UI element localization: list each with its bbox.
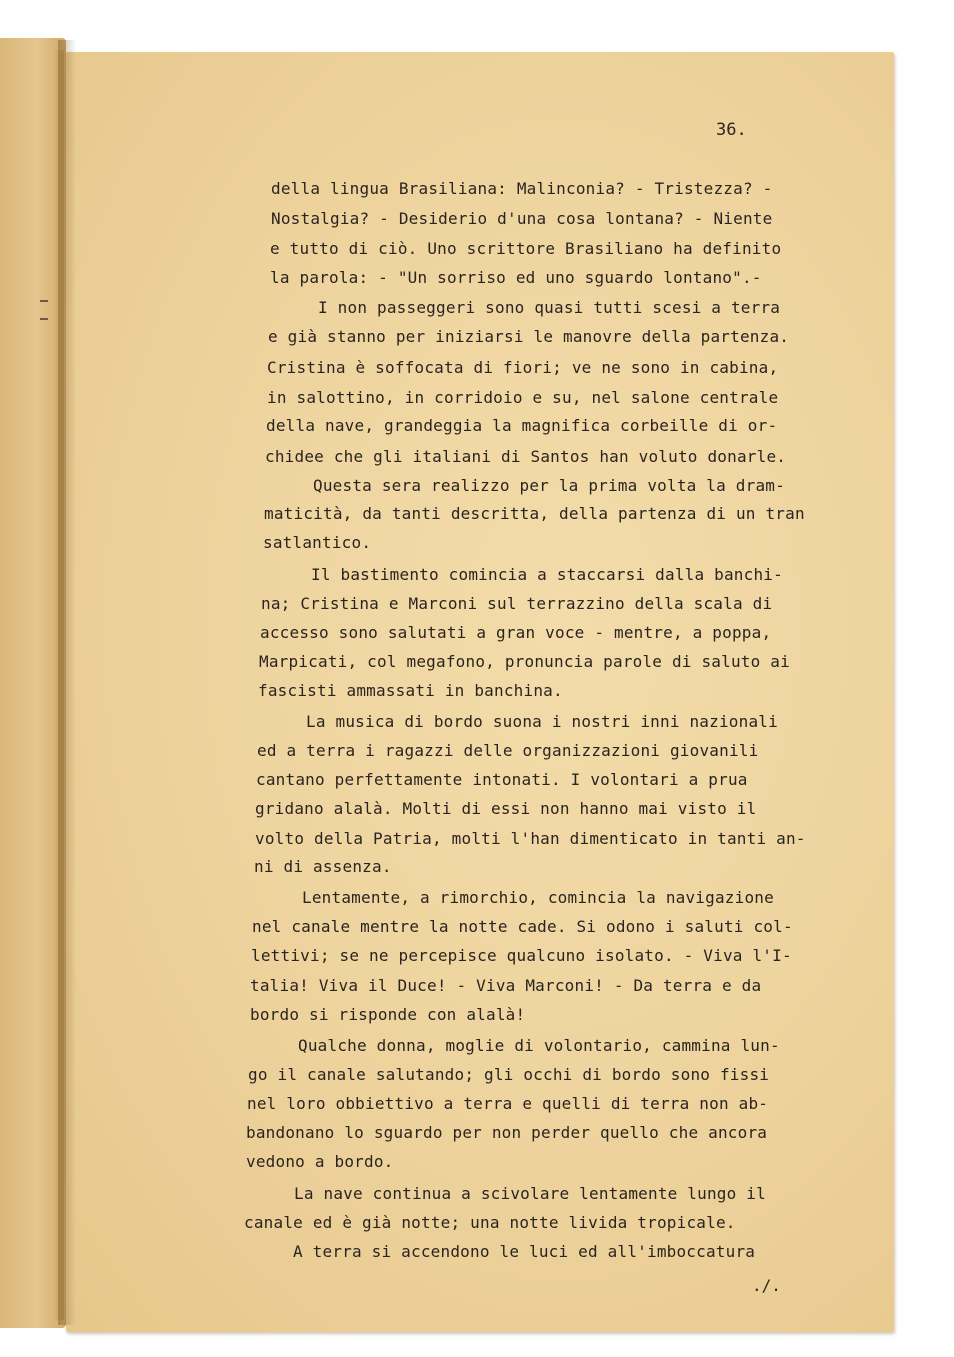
- text-line: Il bastimento comincia a staccarsi dalla banchi-: [311, 565, 783, 584]
- text-line: nel loro obbiettivo a terra e quelli di terra non ab-: [247, 1094, 769, 1113]
- text-line: A terra si accendono le luci ed all'imboccatura: [293, 1242, 756, 1261]
- text-line: go il canale salutando; gli occhi di bordo sono fissi: [248, 1065, 770, 1084]
- text-line: Nostalgia? - Desiderio d'una cosa lontana? - Niente: [271, 209, 773, 228]
- text-line: talia! Viva il Duce! - Viva Marconi! - Da terra e da: [250, 976, 762, 995]
- text-line: volto della Patria, molti l'han dimenticato in tanti an-: [255, 829, 806, 848]
- text-line: La nave continua a scivolare lentamente lungo il: [294, 1184, 766, 1203]
- text-line: e già stanno per iniziarsi le manovre della partenza.: [268, 327, 790, 346]
- text-line: fascisti ammassati in banchina.: [258, 681, 563, 700]
- text-line: maticità, da tanti descritta, della partenza di un tran: [264, 504, 805, 523]
- text-line: nel canale mentre la notte cade. Si odono i saluti col-: [252, 917, 793, 936]
- text-line: bandonano lo sguardo per non perder quello che ancora: [246, 1123, 768, 1142]
- text-line: vedono a bordo.: [246, 1152, 394, 1171]
- text-line: La musica di bordo suona i nostri inni nazionali: [306, 712, 778, 731]
- text-line: ni di assenza.: [254, 857, 392, 876]
- text-line: I non passeggeri sono quasi tutti scesi a terra: [318, 298, 781, 317]
- text-line: ed a terra i ragazzi delle organizzazioni giovanili: [257, 741, 759, 760]
- text-line: e tutto di ciò. Uno scrittore Brasiliano ha definito: [270, 239, 782, 258]
- text-line: Cristina è soffocata di fiori; ve ne sono in cabina,: [267, 358, 779, 377]
- text-line: della lingua Brasiliana: Malinconia? - Tristezza? -: [271, 179, 773, 198]
- text-line: accesso sono salutati a gran voce - mentre, a poppa,: [260, 623, 772, 642]
- text-line: Lentamente, a rimorchio, comincia la navigazione: [302, 888, 774, 907]
- text-line: canale ed è già notte; una notte livida tropicale.: [244, 1213, 736, 1232]
- text-line: Marpicati, col megafono, pronuncia parole di saluto ai: [259, 652, 790, 671]
- text-line: gridano alalà. Molti di essi non hanno mai visto il: [255, 799, 757, 818]
- text-line: bordo si risponde con alalà!: [250, 1005, 526, 1024]
- text-line: na; Cristina e Marconi sul terrazzino della scala di: [261, 594, 773, 613]
- text-line: la parola: - "Un sorriso ed uno sguardo lontano".-: [270, 268, 762, 287]
- text-line: chidee che gli italiani di Santos han voluto donarle.: [265, 447, 787, 466]
- text-line: in salottino, in corridoio e su, nel salone centrale: [267, 388, 779, 407]
- text-line: Questa sera realizzo per la prima volta la dram-: [313, 476, 785, 495]
- text-line: Qualche donna, moglie di volontario, cammina lun-: [298, 1036, 780, 1055]
- page-number: 36.: [716, 120, 747, 140]
- text-line: cantano perfettamente intonati. I volontari a prua: [256, 770, 748, 789]
- text-line: satlantico.: [263, 533, 372, 552]
- continuation-mark: ./.: [752, 1276, 781, 1295]
- text-line: della nave, grandeggia la magnifica corbeille di or-: [266, 416, 778, 435]
- text-line: lettivi; se ne percepisce qualcuno isolato. - Viva l'I-: [251, 946, 792, 965]
